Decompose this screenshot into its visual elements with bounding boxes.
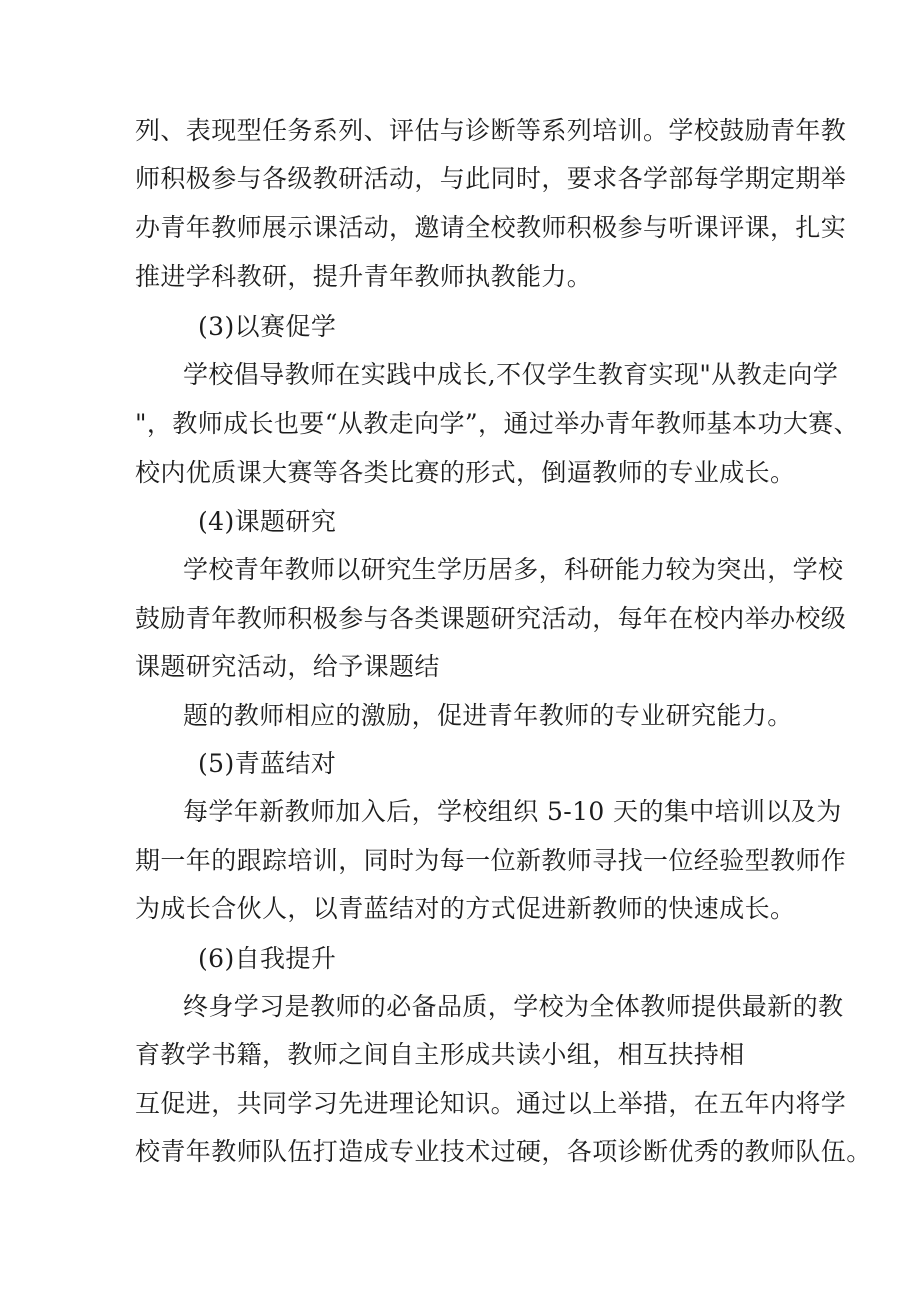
paragraph-line: 学校倡导教师在实践中成长,不仅学生教育实现"从教走向学 [183, 360, 839, 389]
paragraph-line: 办青年教师展示课活动，邀请全校教师积极参与听课评课，扎实 [135, 213, 847, 242]
paragraph-line: 列、表现型任务系列、评估与诊断等系列培训。学校鼓励青年教 [135, 116, 847, 145]
paragraph-line: 终身学习是教师的必备品质，学校为全体教师提供最新的教 [183, 992, 844, 1021]
paragraph-line: 学校青年教师以研究生学历居多，科研能力较为突出，学校 [183, 555, 844, 584]
paragraph-line: 为成长合伙人，以青蓝结对的方式促进新教师的快速成长。 [135, 894, 796, 923]
section-heading-3: (3)以赛促学 [198, 312, 337, 341]
section-heading-4: (4)课题研究 [198, 507, 337, 536]
paragraph-line: 校内优质课大赛等各类比赛的形式，倒逼教师的专业成长。 [135, 458, 796, 487]
paragraph-line: 期一年的跟踪培训，同时为每一位新教师寻找一位经验型教师作 [135, 846, 847, 875]
paragraph-line: 每学年新教师加入后，学校组织 5-10 天的集中培训以及为 [183, 797, 842, 826]
paragraph-line: "，教师成长也要“从教走向学”，通过举办青年教师基本功大赛、 [135, 409, 860, 438]
section-heading-6: (6)自我提升 [198, 944, 337, 973]
paragraph-line: 课题研究活动，给予课题结 [135, 652, 440, 681]
paragraph-line: 校青年教师队伍打造成专业技术过硬，各项诊断优秀的教师队伍。 [135, 1137, 872, 1166]
paragraph-line: 互促进，共同学习先进理论知识。通过以上举措，在五年内将学 [135, 1089, 847, 1118]
paragraph-line: 鼓励青年教师积极参与各类课题研究活动，每年在校内举办校级 [135, 604, 847, 633]
section-heading-5: (5)青蓝结对 [198, 749, 337, 778]
paragraph-line: 推进学科教研，提升青年教师执教能力。 [135, 262, 593, 291]
paragraph-line: 师积极参与各级教研活动，与此同时，要求各学部每学期定期举 [135, 164, 847, 193]
paragraph-line: 育教学书籍，教师之间自主形成共读小组，相互扶持相 [135, 1040, 745, 1069]
paragraph-line: 题的教师相应的激励，促进青年教师的专业研究能力。 [183, 701, 793, 730]
